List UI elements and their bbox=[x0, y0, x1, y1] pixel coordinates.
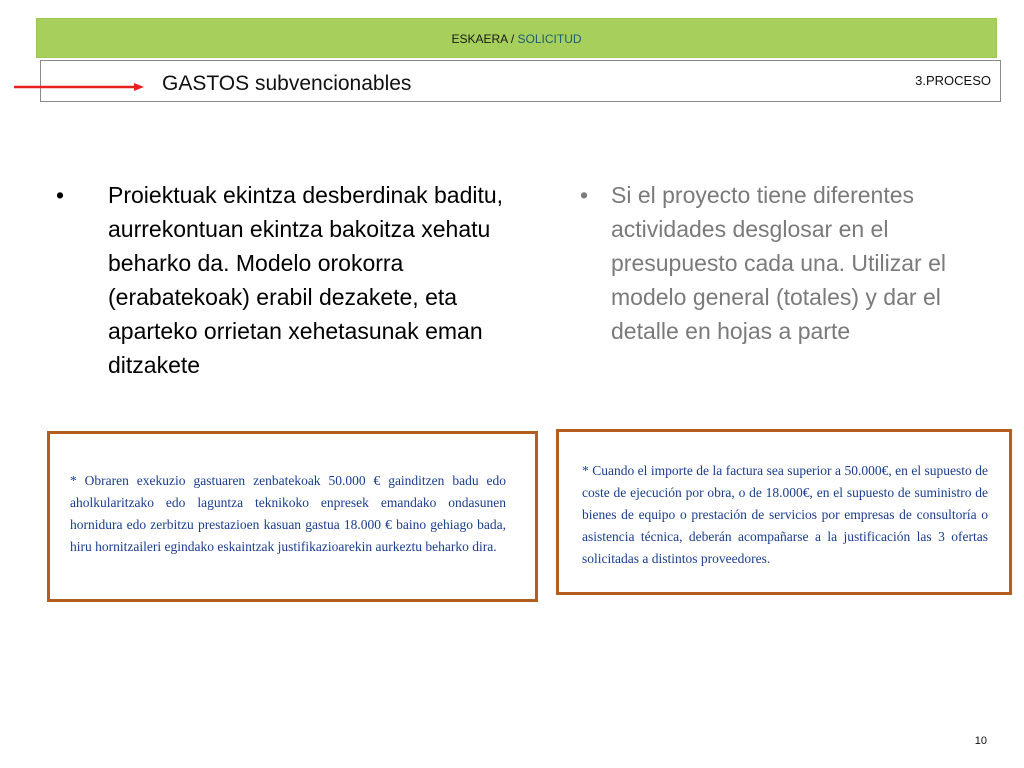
title-bar bbox=[40, 60, 1001, 102]
banner-separator: / bbox=[507, 32, 518, 46]
spanish-note-text: * Cuando el importe de la factura sea superior a 50.000€, en el supuesto de coste de ejecución por obra, o de 18.000€, en el supuesto de suministro de bienes de equipo o prestación de servicios por empresas de consultoría o asistencia técnica, deberán acompañarse a la justificación las 3 ofertas solicitadas a distintos proveedores. bbox=[582, 463, 988, 566]
basque-note-text: * Obraren exekuzio gastuaren zenbatekoak 50.000 € gainditzen badu edo aholkularitzako edo laguntza teknikoko enpresek emandako ondasunen hornidura edo zerbitzu prestazioen kasuan gastua 18.000 € baino gehiago bada, hiru hornitzaileri egindako eskaintzak justifikazioarekin aurkeztu beharko dira. bbox=[70, 473, 506, 554]
red-arrow-icon bbox=[14, 80, 144, 94]
arrow-head bbox=[134, 83, 144, 91]
basque-note-box bbox=[47, 431, 538, 602]
basque-bullet-block bbox=[56, 178, 526, 382]
spanish-bullet-text: Si el proyecto tiene diferentes actividades desglosar en el presupuesto cada una. Utilizar el modelo general (totales) y dar el detalle en hojas a parte bbox=[611, 182, 946, 344]
section-label: 3.PROCESO bbox=[915, 73, 991, 88]
bullet-icon: • bbox=[580, 182, 589, 208]
spanish-note-box bbox=[556, 429, 1012, 595]
bullet-icon: • bbox=[56, 182, 65, 208]
page-number: 10 bbox=[974, 735, 987, 747]
banner-label-eskaera: ESKAERA bbox=[451, 32, 508, 46]
basque-bullet-text: Proiektuak ekintza desberdinak baditu, aurrekontuan ekintza bakoitza xehatu beharko da. Modelo orokorra (erabatekoak) erabil dezakete, eta aparteko orrietan xehetasunak eman ditzakete bbox=[108, 182, 504, 378]
top-banner bbox=[36, 18, 997, 58]
banner-label-solicitud: SOLICITUD bbox=[517, 32, 582, 46]
page-title: GASTOS subvencionables bbox=[162, 72, 412, 95]
spanish-bullet-block bbox=[580, 178, 1000, 348]
